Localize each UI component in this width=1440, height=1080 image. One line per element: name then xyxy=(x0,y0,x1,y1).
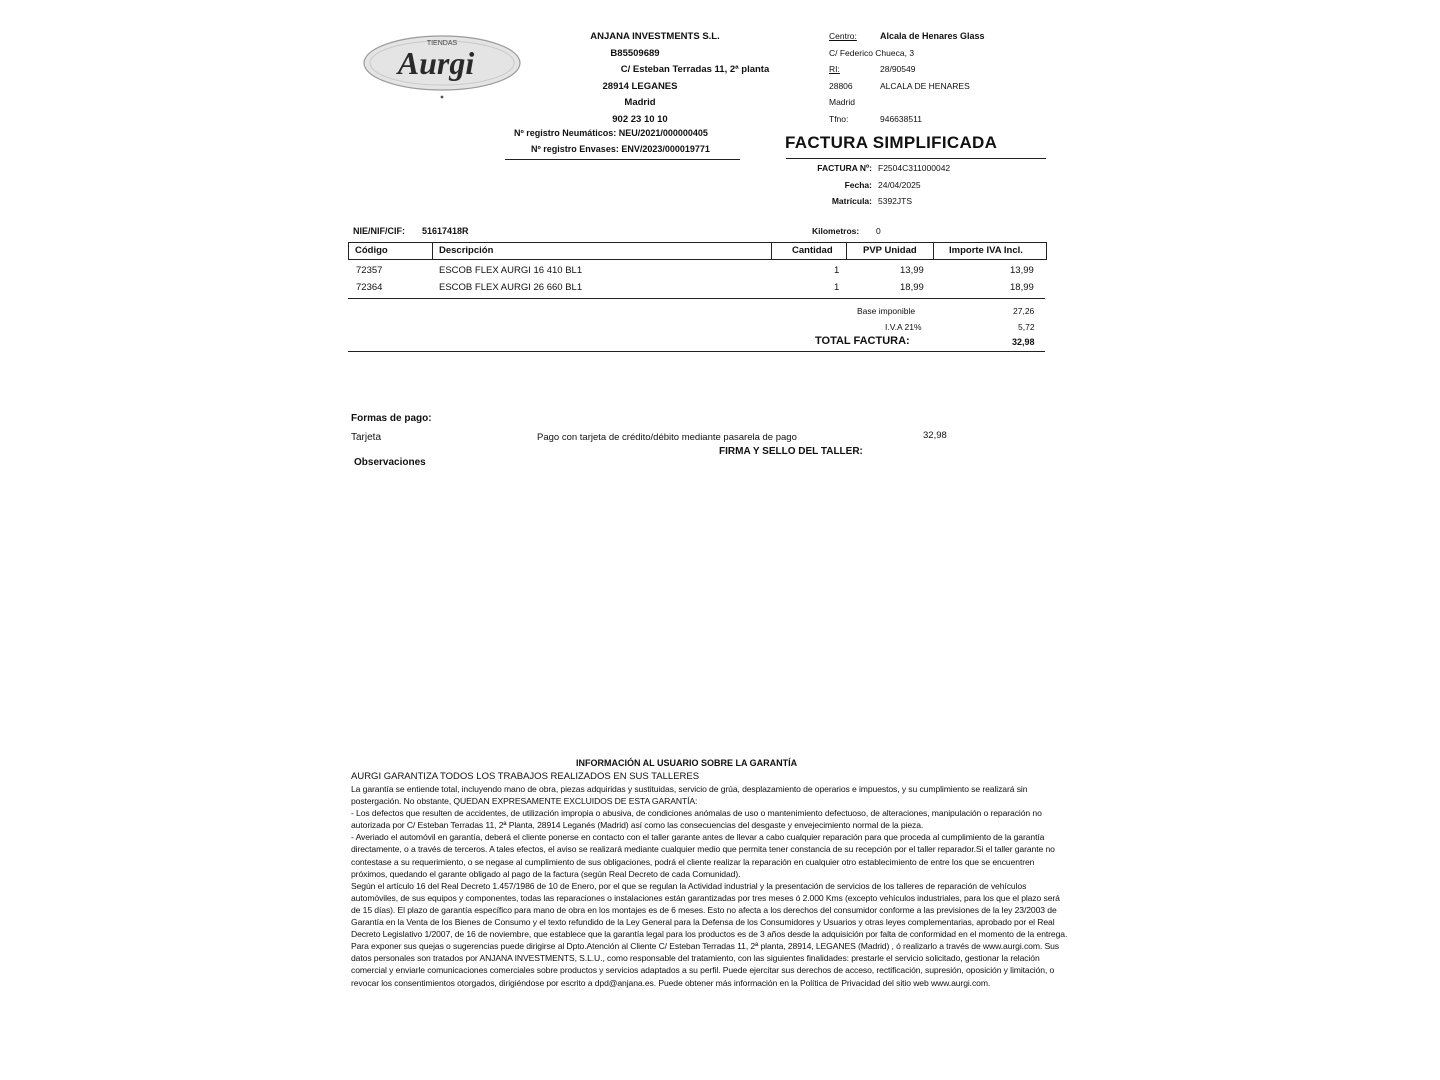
company-city: 28914 LEGANES xyxy=(602,80,678,92)
centro-value: Alcala de Henares Glass xyxy=(880,31,985,41)
base-label: Base imponible xyxy=(857,306,916,316)
km-value: 0 xyxy=(876,226,881,236)
firma-sello: FIRMA Y SELLO DEL TALLER: xyxy=(719,446,863,457)
items-table-header xyxy=(348,242,1047,260)
payment-method: Tarjeta xyxy=(351,432,382,443)
centro-town: ALCALA DE HENARES xyxy=(880,80,970,91)
row-codigo: 72357 xyxy=(356,265,383,276)
iva-value: 5,72 xyxy=(1018,322,1035,332)
row-cantidad: 1 xyxy=(834,282,840,293)
nif-label: NIE/NIF/CIF: xyxy=(353,226,405,236)
divider xyxy=(505,159,740,160)
ri-value: 28/90549 xyxy=(880,64,916,74)
centre-block xyxy=(829,28,985,127)
centro-province: Madrid xyxy=(829,97,855,107)
warranty-paragraph: - Los defectos que resulten de accidentes, de utilización impropia o abusiva, de condiciones anómalas de uso o mantenimiento defectuoso, de alteraciones, manipulación o reparación no autorizada por C/ Esteban Terradas 11, 2ª Planta, 28914 Leganés (Madrid) así como las consecuencias del desgaste y envejecimiento normal de la pieza. xyxy=(351,808,1042,831)
row-pvp: 18,99 xyxy=(900,282,924,293)
factura-numero-value: F2504C311000042 xyxy=(878,163,951,173)
logo-wordmark: Aurgi xyxy=(397,45,475,81)
base-value: 27,26 xyxy=(1013,306,1035,316)
row-descripcion: ESCOB FLEX AURGI 26 660 BL1 xyxy=(439,282,583,293)
registro-envases: Nº registro Envases: ENV/2023/000019771 xyxy=(531,144,710,154)
company-phone: 902 23 10 10 xyxy=(612,113,668,125)
fecha-label: Fecha: xyxy=(844,179,872,190)
warranty-paragraph: Según el artículo 16 del Real Decreto 1.457/1986 de 10 de Enero, por el que se regulan la Actividad industrial y la presentación de servicios de los talleres de reparación de vehículos automóviles, de sus equipos y componentes, todas las reparaciones o instalaciones están garantizadas por tres meses ó 2.000 Kms (excepto vehículos industriales, para los que el plazo será de 15 días). El plazo de garantía específico para mano de obra en los montajes es de 6 meses. Esto no afecta a los derechos del consumidor conforme a las previsiones de la ley 23/2003 de Garantía en la Venta de los Bienes de Consumo y el texto refundido de la Ley General para la Defensa de los Consumidores y Usuarios y otras leyes complementarias, aprobado por el Real Decreto Legislativo 1/2007, de 16 de noviembre, que establece que la garantía legal para los productos es de 3 años desde la adquisición por falta de conformidad en el momento de la entrega. xyxy=(351,880,1068,940)
matricula-label: Matrícula: xyxy=(831,196,872,206)
registro-neumaticos: Nº registro Neumáticos: NEU/2021/000000405 xyxy=(514,128,708,138)
title-underline xyxy=(786,158,1046,159)
row-pvp: 13,99 xyxy=(900,265,924,276)
invoice-title: FACTURA SIMPLIFICADA xyxy=(785,133,998,152)
table-row xyxy=(348,265,1045,281)
totals-bottom-line xyxy=(348,351,1045,352)
factura-numero-label: FACTURA Nº: xyxy=(817,163,872,173)
table-row xyxy=(348,282,1045,298)
tfno-label: Tfno: xyxy=(829,113,849,124)
total-label: TOTAL FACTURA: xyxy=(815,335,910,347)
col-pvp: PVP Unidad xyxy=(863,245,917,256)
logo-tag: TIENDAS xyxy=(426,40,458,47)
row-importe: 13,99 xyxy=(1010,265,1034,276)
company-cif: B85509689 xyxy=(610,47,660,59)
invoice-meta xyxy=(780,160,950,210)
observaciones-label: Observaciones xyxy=(354,457,426,468)
tfno-value: 946638511 xyxy=(880,113,922,124)
centro-street: C/ Federico Chueca, 3 xyxy=(829,47,915,58)
total-value: 32,98 xyxy=(1012,337,1035,347)
col-cantidad: Cantidad xyxy=(792,245,833,256)
company-province: Madrid xyxy=(624,97,656,108)
centro-label: Centro: xyxy=(829,31,857,41)
nif-value: 51617418R xyxy=(422,226,469,236)
aurgi-logo xyxy=(356,30,522,100)
iva-label: I.V.A 21% xyxy=(885,322,922,332)
warranty-body xyxy=(351,783,1071,989)
company-block xyxy=(520,29,790,128)
warranty-paragraph: Para exponer sus quejas o sugerencias puede dirigirse al Dpto.Atención al Cliente C/ Esteban Terradas 11, 2ª planta, 28914, LEGANES (Madrid) , ó realizarlo a través de www.aurgi.com. Sus datos personales son tratados por ANJANA INVESTMENTS, S.L.U., como responsable del tratamiento, con las siguientes finalidades: prestarle el servicio solicitado, gestionar la relación comercial y enviarle comunicaciones comerciales sobre productos y servicios adaptados a su perfil. Puede ejercitar sus derechos de acceso, rectificación, supresión, oposición y limitación, o revocar los consentimientos otorgados, dirigiéndose por escrito a dpd@anjana.es. Puede obtener más información en la Política de Privacidad del sitio web www.aurgi.com. xyxy=(351,941,1059,988)
matricula-value: 5392JTS xyxy=(878,196,913,206)
km-label: Kilometros: xyxy=(812,226,860,236)
payment-amount: 32,98 xyxy=(923,430,947,441)
col-importe: Importe IVA Incl. xyxy=(949,245,1023,256)
company-name: ANJANA INVESTMENTS S.L. xyxy=(590,31,720,42)
payment-title: Formas de pago: xyxy=(351,413,432,424)
centro-zip: 28806 xyxy=(829,80,853,91)
payment-description: Pago con tarjeta de crédito/débito mediante pasarela de pago xyxy=(537,432,797,443)
fecha-value: 24/04/2025 xyxy=(878,179,921,190)
col-descripcion: Descripción xyxy=(439,245,494,256)
warranty-title: INFORMACIÓN AL USUARIO SOBRE LA GARANTÍA xyxy=(576,758,798,768)
row-descripcion: ESCOB FLEX AURGI 16 410 BL1 xyxy=(439,265,583,276)
row-codigo: 72364 xyxy=(356,282,383,293)
company-address: C/ Esteban Terradas 11, 2ª planta xyxy=(620,64,770,75)
items-bottom-line xyxy=(348,298,1045,299)
row-importe: 18,99 xyxy=(1010,282,1034,293)
warranty-paragraph: La garantía se entiende total, incluyendo mano de obra, piezas adquiridas y sustituidas, servicio de grúa, desplazamiento de operarios e impuestos, y su cumplimiento se realizará sin postergación. No obstante, QUEDAN EXPRESAMENTE EXCLUIDOS DE ESTA GARANTÍA: xyxy=(351,784,1028,807)
warranty-subtitle: AURGI GARANTIZA TODOS LOS TRABAJOS REALIZADOS EN SUS TALLERES xyxy=(351,771,700,782)
col-codigo: Código xyxy=(355,245,388,256)
row-cantidad: 1 xyxy=(834,265,840,276)
ri-label: RI: xyxy=(829,64,840,74)
warranty-paragraph: - Averiado el automóvil en garantía, deberá el cliente ponerse en contacto con el taller garante antes de llevar a cabo cualquier reparación para que proceda al cumplimiento de la garantía directamente, o a través de terceros. A tales efectos, el aviso se realizará mediante cualquier medio que permita tener constancia de su recepción por el taller reparador.Si el taller garante no contestase a su requerimiento, o se negase al cumplimiento de sus obligaciones, podrá el cliente realizar la reparación en cualquier otro establecimiento de entre los que se encuentren próximos, quedando el garante obligado al pago de la factura (según Real Decreto de cada Comunidad). xyxy=(351,832,1055,879)
